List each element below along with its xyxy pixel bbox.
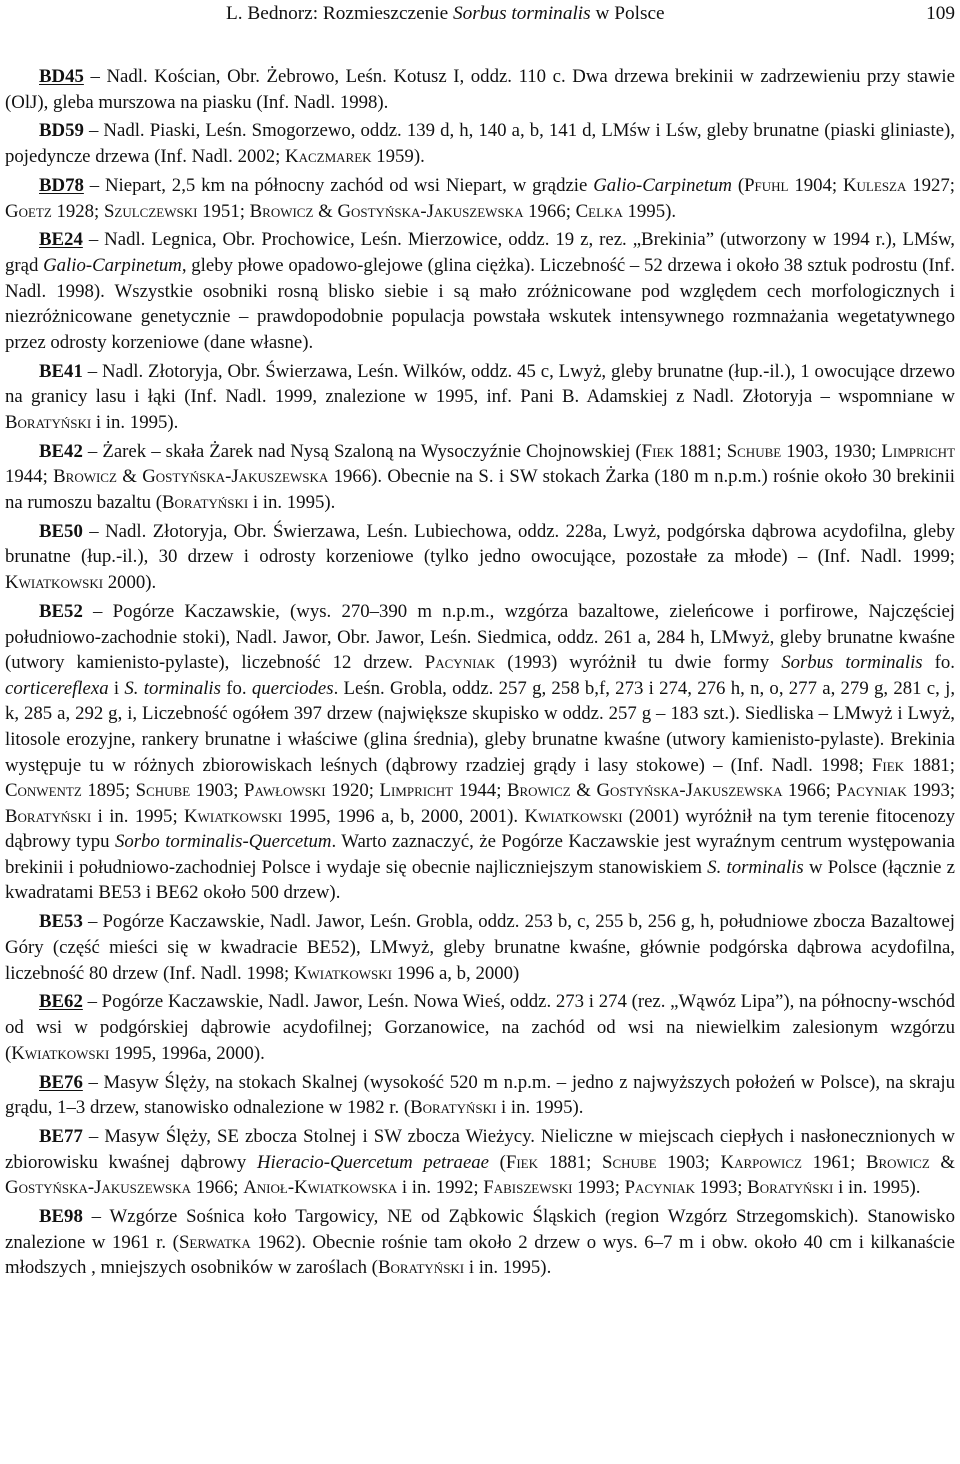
author-citation: Szulczewski (103, 200, 198, 222)
locality-entry (5, 1124, 955, 1201)
entry-text: 1966; (782, 780, 837, 802)
author-citation: Anioł-Kwiatkowska (243, 1177, 398, 1199)
author-citation: Goetz (5, 200, 52, 222)
locality-entry (5, 989, 955, 1066)
author-citation: Limpricht (379, 780, 454, 802)
author-citation: Gostyńska-Jakuszewska (337, 200, 524, 222)
author-citation: Pawłowski (244, 780, 326, 802)
entry-text: 1944; (5, 466, 54, 488)
locality-entry (5, 439, 955, 516)
entry-text: – Niepart, 2,5 km na północny zachód od wsi Niepart, w grądzie (83, 174, 594, 196)
author-citation: Conwentz (5, 780, 82, 802)
entry-text: 1961; (801, 1151, 866, 1173)
entry-text: – Nadl. Legnica, Obr. Prochowice, Leśn. Mierzowice, oddz. 19 z, rez. „Brekinia” (utworzony w 1994 r.), LMśw, grąd (5, 229, 955, 277)
author-citation: Browicz (865, 1151, 930, 1173)
latin-name: Galio-Carpinetum (593, 174, 732, 196)
entry-text: (2001) wyróżnił na tym terenie fitocenozy dąbrowy typu (5, 805, 955, 853)
locality-entry (5, 519, 955, 596)
page-number: 109 (926, 3, 955, 24)
author-citation: Fabiszewski (483, 1177, 573, 1199)
entry-text: – Żarek – skała Żarek nad Nysą Szaloną na Wysoczyźnie Chojnowskiej ( (82, 440, 642, 462)
entry-text: 1881; (904, 754, 955, 776)
locality-entry (5, 64, 955, 115)
locality-entry (5, 599, 955, 906)
header-species-name: Sorbus torminalis (453, 3, 591, 24)
latin-name: S. torminalis (707, 856, 804, 878)
author-citation: Kwiatkowski (5, 572, 104, 594)
entry-text: 1881; (538, 1151, 602, 1173)
entry-text: & (313, 200, 338, 222)
entry-text: 1995, 1996 a, b, 2000, 2001). (282, 805, 525, 827)
entry-text: i in. 1995). (833, 1177, 921, 1199)
entry-text: 1928; (51, 200, 104, 222)
author-citation: Gostyńska-Jakuszewska (596, 780, 783, 802)
author-citation: Pacyniak (624, 1177, 695, 1199)
entry-text: i in. 1995). (248, 491, 336, 513)
entry-text: 1993; (572, 1177, 625, 1199)
entry-text: ( (732, 174, 745, 196)
entry-text: 1995). (622, 200, 677, 222)
author-citation: Kwiatkowski (11, 1042, 110, 1064)
entry-text: 1996 a, b, 2000) (391, 962, 520, 984)
locality-list (5, 64, 955, 1284)
entry-text: – Pogórze Kaczawskie, Nadl. Jawor, Leśn. Nowa Wieś, oddz. 273 i 274 (rez. „Wąwóz Lipa”), na północny-wschód od wsi w podgórskiej dąbrowie acydofilnej; Gorzanowice, na zachód od wsi na niewielkim zalesionym wzgórzu ( (5, 991, 955, 1064)
locality-entry (5, 1070, 955, 1121)
running-header (226, 2, 960, 26)
entry-text: 2000). (103, 572, 157, 594)
latin-name: S. torminalis (124, 677, 221, 699)
entry-text: i in. 1995). (91, 411, 179, 433)
latin-name: Sorbo torminalis-Quercetum (114, 831, 332, 853)
latin-name: Galio-Carpinetum (43, 255, 182, 277)
entry-text: & (570, 780, 597, 802)
entry-text: 1895; (81, 780, 136, 802)
entry-text: i (108, 677, 125, 699)
entry-text: 1944; (453, 780, 507, 802)
grid-square-code: BE50 (39, 520, 83, 542)
author-citation: Browicz (249, 200, 314, 222)
entry-text: , gleby płowe opadowo-glejowe (glina ciężka). Liczebność – 52 drzewa i około 38 sztuk podrostu (Inf. Nadl. 1998). Wszystkie osobniki rosną blisko siebie i są mało zróżnicowane pod względem cech morfologicznych i niezróżnicowane genetycznie – prawdopodobnie populacja powstała wskutek intensywnego rozmnażania wegetatywnego przez odrosty korzeniowe (dane własne). (5, 255, 955, 353)
author-citation: Pfuhl (744, 174, 789, 196)
entry-text: . Leśn. Grobla, oddz. 257 g, 258 b,f, 273 i 274, 276 h, n, o, 277 a, 279 g, 281 c, j, k, 285 a, 292 g, i, Liczebność ogółem 397 drzew (największe skupisko w oddz. 257 g – 183 szt.). Siedliska – LMwyż i Lwyż, litosole erozyjne, rankery brunatne i właściwe (glina średnia), gleby brunatne kwaśne (utwory kamienisto-pylaste). Brekinia występuje tu w różnych zbiorowiskach leśnych (dąbrowy rzadziej grądy i lasy stokowe) – (Inf. Nadl. 1998; (5, 677, 956, 776)
author-citation: Karpowicz (720, 1151, 802, 1173)
entry-text: – Pogórze Kaczawskie, Nadl. Jawor, Leśn. Grobla, oddz. 253 b, c, 255 b, 256 g, h, południowe zbocza Bazaltowej Góry (część mieści się w kwadracie BE52), LMwyż, gleby brunatne kwaśne, głównie podgórska dąbrowa acydofilna, liczebność 80 drzew (Inf. Nadl. 1998; (5, 911, 955, 984)
entry-text: . Warto zaznaczyć, że Pogórze Kaczawskie jest wyraźnym centrum występowania brekinii i południowo-zachodniej Polsce i wydaje się obecnie najliczniejszym stanowiskiem (5, 831, 956, 878)
entry-text: 1881; (673, 440, 727, 462)
entry-text: – Nadl. Złotoryja, Obr. Świerzawa, Leśn. Wilków, oddz. 45 c, Lwyż, gleby brunatne (łup.-il.), 1 owocujące drzewo na granicy lasu i łąki (Inf. Nadl. 1999, znalezione w 1995, inf. Pani B. Adamskiej z Nadl. Złotoryja – wspomniane w (5, 360, 955, 408)
grid-square-code: BE77 (39, 1126, 83, 1148)
author-citation: Kwiatkowski (293, 962, 392, 984)
author-citation: Schube (135, 780, 191, 802)
entry-text: 1920; (325, 780, 380, 802)
latin-name: Sorbus torminalis (781, 652, 923, 674)
entry-text: – Nadl. Złotoryja, Obr. Świerzawa, Leśn. Lubiechowa, oddz. 228a, Lwyż, podgórska dąbrowa acydofilna, gleby brunatne (łup.-il.), 30 drzew i odrosty korzeniowe (tylko jedno owocujące, pozostałe za młode) – (Inf. Nadl. 1999; (5, 520, 955, 568)
author-citation: Boratyński (377, 1257, 465, 1279)
latin-name: corticereflexa (5, 677, 109, 699)
entry-text: fo. (922, 652, 955, 674)
locality-entry (5, 909, 955, 986)
author-citation: Boratyński (5, 805, 92, 827)
author-citation: Schube (726, 440, 782, 462)
grid-square-code: BE24 (39, 229, 83, 251)
author-citation: Browicz (53, 466, 117, 488)
entry-text: & (929, 1151, 955, 1173)
entry-text: – Masyw Ślęży, na stokach Skalnej (wysokość 520 m n.p.m. – jedno z najwyższych położeń w Polsce), na skraju grądu, 1–3 drzew, stanowisko odnalezione w 1982 r. ( (5, 1071, 955, 1119)
grid-square-code: BE62 (39, 991, 83, 1013)
entry-text: i in. 1995). (464, 1257, 552, 1279)
entry-text: 1959). (371, 146, 425, 168)
entry-text: 1903; (190, 780, 245, 802)
grid-square-code: BE42 (39, 440, 83, 462)
grid-square-code: BD59 (39, 120, 84, 142)
entry-text: – Masyw Ślęży, SE zbocza Stolnej i SW zbocza Wieżycy. Nieliczne w miejscach ciepłych i nasłonecznionych w zbiorowisku kwaśnej dąbrowy (5, 1126, 955, 1173)
author-citation: Fiek (641, 440, 674, 462)
author-citation: Gostyńska-Jakuszewska (5, 1177, 192, 1199)
author-citation: Fiek (505, 1151, 538, 1173)
author-citation: Boratyński (161, 491, 249, 513)
locality-entry (5, 227, 955, 355)
locality-entry (5, 173, 955, 224)
entry-text: fo. (220, 677, 252, 699)
entry-text: 1903; (656, 1151, 721, 1173)
entry-text: – Nadl. Piaski, Leśn. Smogorzewo, oddz. 139 d, h, 140 a, b, 141 d, LMśw i Lśw, gleby brunatne (piaski gliniaste), pojedyncze drzewa (Inf. Nadl. 2002; (5, 120, 955, 168)
grid-square-code: BE53 (39, 911, 83, 933)
grid-square-code: BE52 (39, 600, 83, 622)
entry-text: – Wzgórze Sośnica koło Targowicy, NE od Ząbkowic Śląskich (region Wzgórz Strzegomskich). Stanowisko znalezione w 1961 r. ( (5, 1206, 955, 1253)
entry-text: 1966; (191, 1177, 244, 1199)
latin-name: Hieracio-Quercetum petraeae (256, 1151, 490, 1173)
entry-text: – Pogórze Kaczawskie, (wys. 270–390 m n.p.m., wzgórza bazaltowe, zieleńcowe i porfirowe, Najczęściej południowo-zachodnie stoki), Nadl. Jawor, Obr. Jawor, Leśn. Siedmica, oddz. 261 a, 284 h, LMwyż, gleby brunatne kwaśne (utwory kamienisto-pylaste), liczebność 12 drzew. (5, 600, 955, 674)
grid-square-code: BE98 (39, 1206, 83, 1228)
entry-text: 1993; (906, 780, 956, 802)
locality-entry (5, 118, 955, 169)
entry-text: 1962). Obecnie rośnie tam około 2 drzew o wys. 6–7 m i obw. około 40 cm i kilkanaście młodszych , mniejszych osobników w zaroślach ( (5, 1231, 955, 1279)
locality-entry (5, 1204, 955, 1281)
author-citation: Serwatka (178, 1231, 251, 1253)
entry-text: i in. 1995; (91, 805, 185, 827)
entry-text: 1966). Obecnie na S. i SW stokach Żarka (180 m n.p.m.) rośnie około 30 brekinii na rumoszu bazaltu ( (5, 466, 956, 513)
latin-name: querciodes (251, 677, 334, 699)
entry-text: 1966; (523, 200, 576, 222)
author-citation: Limpricht (881, 440, 956, 462)
entry-text: i in. 1995). (496, 1097, 584, 1119)
author-citation: Kaczmarek (285, 146, 372, 168)
entry-text: 1927; (906, 174, 956, 196)
locality-entry (5, 359, 955, 436)
entry-text: (1993) wyróżnił tu dwie formy (495, 652, 782, 674)
entry-text: 1995, 1996a, 2000). (109, 1042, 265, 1064)
author-citation: Kulesza (842, 174, 907, 196)
author-citation: Boratyński (747, 1177, 834, 1199)
author-citation: Kwiatkowski (184, 805, 283, 827)
entry-text: 1903, 1930; (781, 440, 882, 462)
author-citation: Schube (602, 1151, 657, 1173)
header-title-rest: w Polsce (590, 3, 665, 24)
grid-square-code: BD78 (39, 174, 84, 196)
author-citation: Kwiatkowski (524, 805, 623, 827)
author-citation: Boratyński (5, 411, 92, 433)
entry-text: 1993; (695, 1177, 748, 1199)
entry-text: 1951; (197, 200, 250, 222)
grid-square-code: BD45 (39, 66, 84, 87)
author-citation: Celka (575, 200, 623, 222)
entry-text: 1904; (788, 174, 843, 196)
author-citation: Boratyński (410, 1097, 497, 1119)
grid-square-code: BE76 (39, 1071, 83, 1093)
entry-text: ( (489, 1151, 506, 1173)
header-author: L. Bednorz: Rozmieszczenie (226, 3, 453, 24)
author-citation: Browicz (506, 780, 571, 802)
author-citation: Pacyniak (836, 780, 907, 802)
author-citation: Fiek (871, 754, 905, 776)
entry-text: w Polsce (łącznie z kwadratami BE53 i BE62 około 500 drzew). (5, 856, 955, 904)
entry-text: i in. 1992; (397, 1177, 484, 1199)
grid-square-code: BE41 (39, 360, 83, 382)
author-citation: Pacyniak (424, 652, 496, 674)
entry-text: & (116, 466, 143, 488)
entry-text: – Nadl. Kościan, Obr. Żebrowo, Leśn. Kotusz I, oddz. 110 c. Dwa drzewa brekinii w zadrzewieniu przy stawie (OlJ), gleba murszowa na piasku (Inf. Nadl. 1998). (5, 66, 955, 113)
author-citation: Gostyńska-Jakuszewska (142, 466, 329, 488)
